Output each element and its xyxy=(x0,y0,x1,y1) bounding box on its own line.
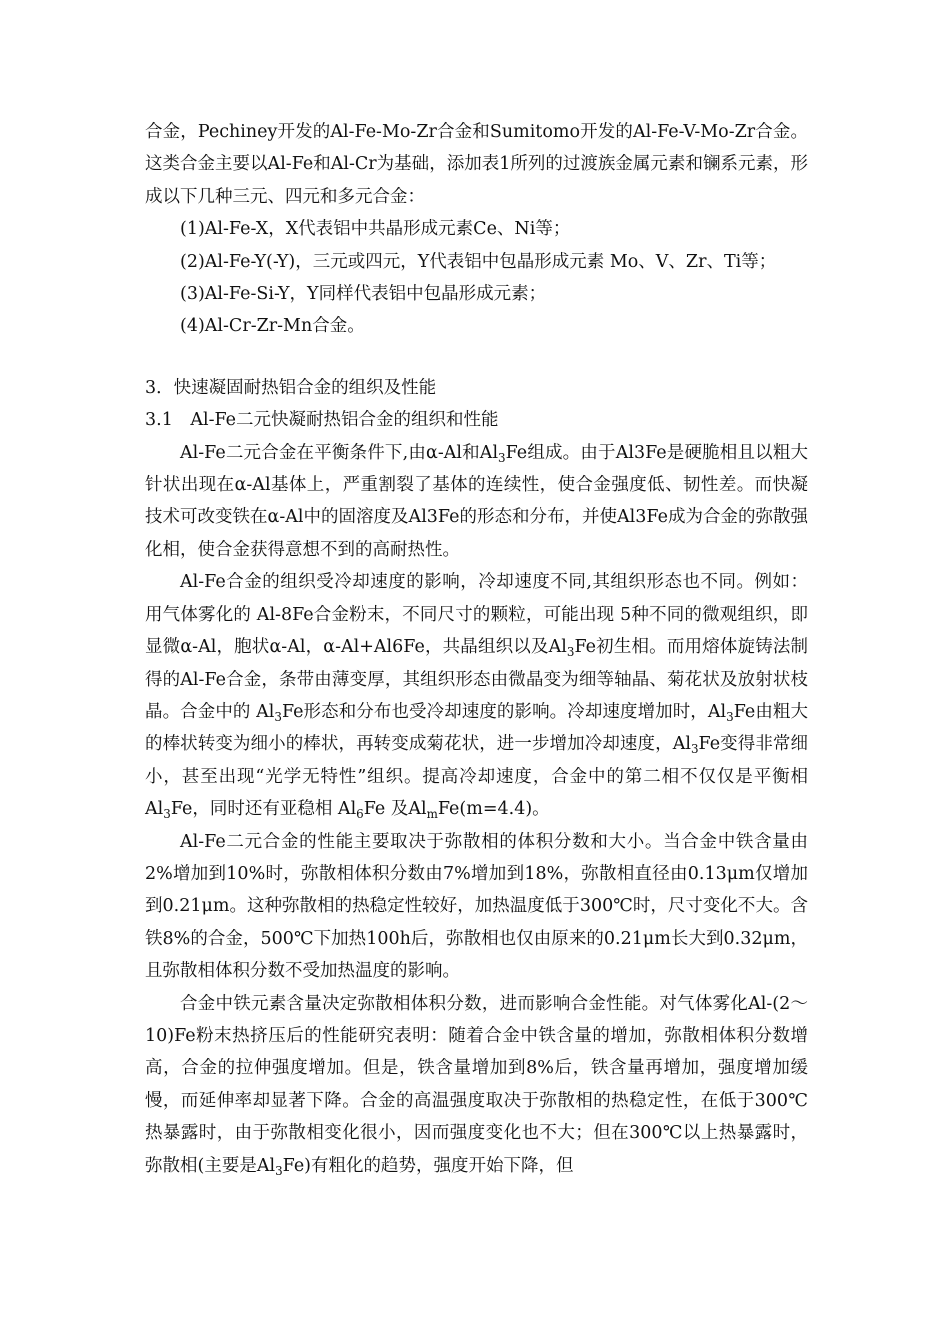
paragraph-4-text-a: 合金中铁元素含量决定弥散相体积分数，进而影响合金性能。对气体雾化Al-(2～10)Fe粉末热挤压后的性能研究表明：随着合金中铁含量的增加，弥散相体积分数增高，合金的拉伸强度增加。但是，铁含量增加到8%后，铁含量再增加，强度增加缓慢，而延伸率却显著下降。合金的高温强度取决于弥散相的热稳定性，在低于300℃热暴露时，由于弥散相变化很小，因而强度变化也不大；但在300℃以上热暴露时，弥散相(主要是Al xyxy=(145,993,808,1176)
subscript: 3 xyxy=(163,807,171,822)
document-body xyxy=(145,116,808,1182)
paragraph-2 xyxy=(145,566,808,825)
continued-paragraph: 合金，Pechiney开发的Al-Fe-Mo-Zr合金和Sumitomo开发的Al-Fe-V-Mo-Zr合金。这类合金主要以Al-Fe和Al-Cr为基础，添加表1所列的过渡族金属元素和镧系元素，形成以下几种三元、四元和多元合金： xyxy=(145,122,808,207)
section-spacer xyxy=(145,343,808,372)
paragraph-4-text-b: Fe)有粗化的趋势，强度开始下降，但 xyxy=(282,1155,574,1176)
section-heading: 3．快速凝固耐热铝合金的组织及性能 xyxy=(145,377,437,398)
list-item-3: (3)Al-Fe-Si-Y，Y同样代表铝中包晶形成元素； xyxy=(180,284,547,305)
paragraph-3: Al-Fe二元合金的性能主要取决于弥散相的体积分数和大小。当合金中铁含量由2%增加到10%时，弥散相体积分数由7%增加到18%，弥散相直径由0.13μm仅增加到0.21μm。这种弥散相的热稳定性较好，加热温度低于300℃时，尺寸变化不大。含铁8%的合金，500℃下加热100h后，弥散相也仅由原来的0.21μm长大到0.32μm，且弥散相体积分数不受加热温度的影响。 xyxy=(145,831,808,982)
paragraph-2-text-5: Fe变得非常细小，甚至出现“光学无特性”组织。提高冷却速度，合金中的第二相不仅仅是平衡相 Al xyxy=(145,734,809,820)
subscript: 3 xyxy=(726,710,734,725)
paragraph-2-text-8: Fe(m=4.4)。 xyxy=(437,799,550,820)
paragraph-2-text-3: Fe形态和分布也受冷却速度的影响。冷却速度增加时，Al xyxy=(281,701,727,722)
subscript: 3 xyxy=(274,710,282,725)
paragraph-4 xyxy=(145,988,808,1182)
paragraph-2-text-7: Fe 及Al xyxy=(363,799,427,820)
paragraph-1-text-b: Fe组成。由于Al3Fe是硬脆相且以粗大针状出现在α-Al基体上，严重割裂了基体的连续性，使合金强度低、韧性差。而快凝技术可改变铁在α-Al中的固溶度及Al3Fe的形态和分布，并使Al3Fe成为合金的弥散强化相，使合金获得意想不到的高耐热性。 xyxy=(145,442,808,560)
subscript: m xyxy=(426,807,438,822)
subscript: 3 xyxy=(690,742,699,757)
paragraph-2-text-4: Fe由粗大的棒状转变为细小的棒状，再转变成菊花状，进一步增加冷却速度，Al xyxy=(145,701,808,755)
subscript: 3 xyxy=(566,645,575,660)
paragraph-1-text-a: Al-Fe二元合金在平衡条件下,由α-Al和Al xyxy=(180,442,499,463)
paragraph-2-text-2: Fe初生相。而用熔体旋铸法制得的Al-Fe合金，条带由薄变厚，其组织形态由微晶变为细等轴晶、菊花状及放射状枝晶。合金中的 Al xyxy=(145,637,808,722)
paragraph-2-text-1: Al-Fe合金的组织受冷却速度的影响，冷却速度不同,其组织形态也不同。例如：用气体雾化的 Al-8Fe合金粉末，不同尺寸的颗粒，可能出现 5种不同的微观组织，即显微α-Al，胞状α-Al，α-Al+Al6Fe，共晶组织以及Al xyxy=(145,572,808,658)
paragraph-1 xyxy=(145,437,808,567)
list-item-2: (2)Al-Fe-Y(-Y)，三元或四元，Y代表铝中包晶形成元素 Mo、V、Zr、Ti等； xyxy=(180,251,777,272)
list-item-4: (4)Al-Cr-Zr-Mn合金。 xyxy=(180,316,365,337)
subscript: 3 xyxy=(275,1163,283,1178)
subscript: 3 xyxy=(498,450,506,465)
subscript: 6 xyxy=(356,807,364,822)
paragraph-2-text-6: Fe，同时还有亚稳相 Al xyxy=(170,799,357,820)
list-item-1: (1)Al-Fe-X，X代表铝中共晶形成元素Ce、Ni等； xyxy=(180,219,571,240)
subsection-heading: 3.1 Al-Fe二元快凝耐热铝合金的组织和性能 xyxy=(145,410,499,431)
